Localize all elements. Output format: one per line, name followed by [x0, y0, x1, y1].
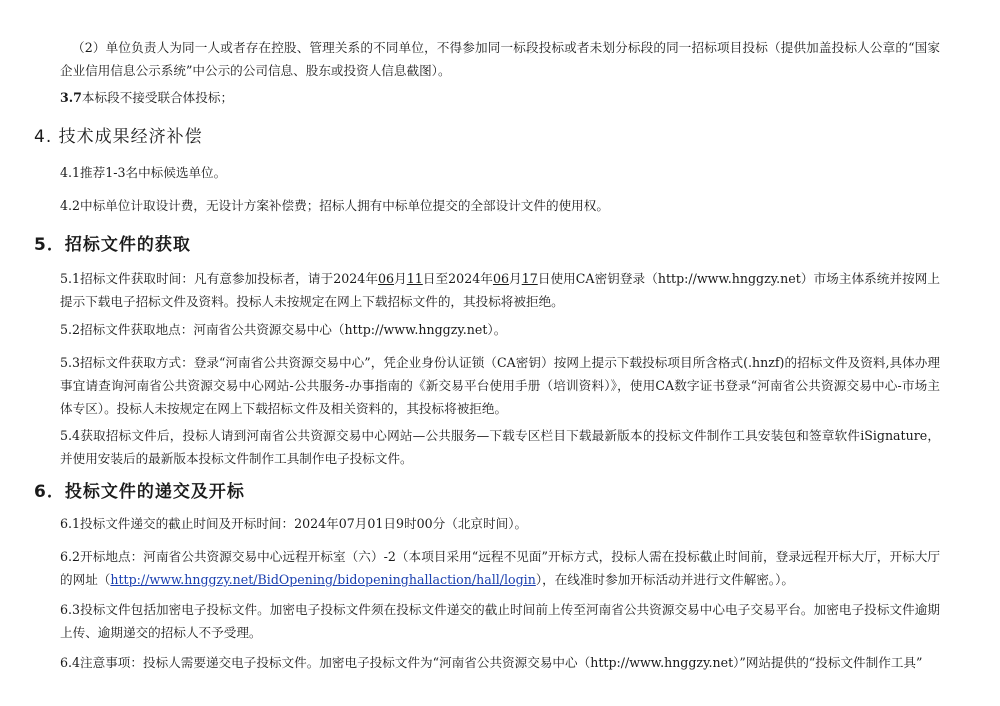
- paragraph-4-1: 4.1推荐1-3名中标候选单位。: [60, 165, 227, 180]
- paragraph-6-4: 6.4注意事项：投标人需要递交电子投标文件。加密电子投标文件为“河南省公共资源交易中心（http://www.hnggzy.net）”网站提供的“投标文件制作工具”: [60, 655, 923, 670]
- paragraph-5-1: [60, 267, 940, 313]
- paragraph-3-6-2: （2）单位负责人为同一人或者存在控股、管理关系的不同单位，不得参加同一标段投标或者未划分标段的同一招标项目投标（提供加盖投标人公章的“国家企业信用信息公示系统”中公示的公司信息、股东或投资人信息截图）。: [60, 40, 940, 78]
- paragraph-6-2: [60, 545, 940, 591]
- underlined-month: 06: [492, 271, 509, 286]
- underlined-day: 11: [406, 271, 423, 286]
- underlined-month: 06: [378, 271, 395, 286]
- clause-number: 3.7: [60, 90, 82, 105]
- paragraph-6-1: 6.1投标文件递交的截止时间及开标时间：2024年07月01日9时00分（北京时间）。: [60, 516, 528, 531]
- text-run: 6.2开标地点：河南省公共资源交易中心远程开标室（六）-2（本项目采用“远程不见面”开标方式，投标人需在投标截止时间前，登录远程开标大厅，开标大厅的网址（: [60, 549, 940, 587]
- underlined-day: 17: [521, 271, 538, 286]
- paragraph-5-2: 5.2招标文件获取地点：河南省公共资源交易中心（http://www.hnggzy.net）。: [60, 322, 507, 337]
- text-run: 月: [508, 271, 522, 286]
- text-run: 月: [394, 271, 407, 286]
- text-run: 日使用CA密钥登录（http://www.hnggzy.net）市场主体系统并按网上提示下载电子招标文件及资料。投标人未按规定在网上下载招标文件的，其投标将被拒绝。: [60, 271, 941, 309]
- section-heading-5: 5．招标文件的获取: [34, 235, 191, 255]
- paragraph-3-7: [60, 86, 940, 109]
- text-run: 日至2024年: [422, 271, 493, 286]
- bid-opening-hall-link[interactable]: http://www.hnggzy.net/BidOpening/bidopeninghallaction/hall/login: [110, 572, 536, 587]
- paragraph-6-3: 6.3投标文件包括加密电子投标文件。加密电子投标文件须在投标文件递交的截止时间前上传至河南省公共资源交易中心电子交易平台。加密电子投标文件逾期上传、逾期递交的招标人不予受理。: [60, 602, 940, 640]
- text-run: 5.1招标文件获取时间：凡有意参加投标者，请于2024年: [60, 271, 378, 286]
- paragraph-5-4: 5.4获取招标文件后，投标人请到河南省公共资源交易中心网站—公共服务—下载专区栏目下载最新版本的投标文件制作工具安装包和签章软件iSignature，并使用安装后的最新版本投标文件制作工具制作电子投标文件。: [60, 428, 940, 466]
- section-heading-6: 6．投标文件的递交及开标: [34, 482, 245, 502]
- clause-text: 本标段不接受联合体投标；: [81, 90, 234, 105]
- paragraph-4-2: 4.2中标单位计取设计费，无设计方案补偿费；招标人拥有中标单位提交的全部设计文件的使用权。: [60, 198, 609, 213]
- paragraph-5-3: 5.3招标文件获取方式：登录“河南省公共资源交易中心”，凭企业身份认证锁（CA密钥）按网上提示下载投标项目所含格式(.hnzf)的招标文件及资料,具体办理事宜请查询河南省公共资源交易中心网站-公共服务-办事指南的《新交易平台使用手册（培训资料）》，使用CA数字证书登录“河南省公共资源交易中心-市场主体专区）。投标人未按规定在网上下载招标文件及相关资料的，其投标将被拒绝。: [60, 355, 940, 416]
- text-run: ），在线准时参加开标活动并进行文件解密。）。: [535, 572, 794, 587]
- section-heading-4: 4. 技术成果经济补偿: [34, 127, 203, 147]
